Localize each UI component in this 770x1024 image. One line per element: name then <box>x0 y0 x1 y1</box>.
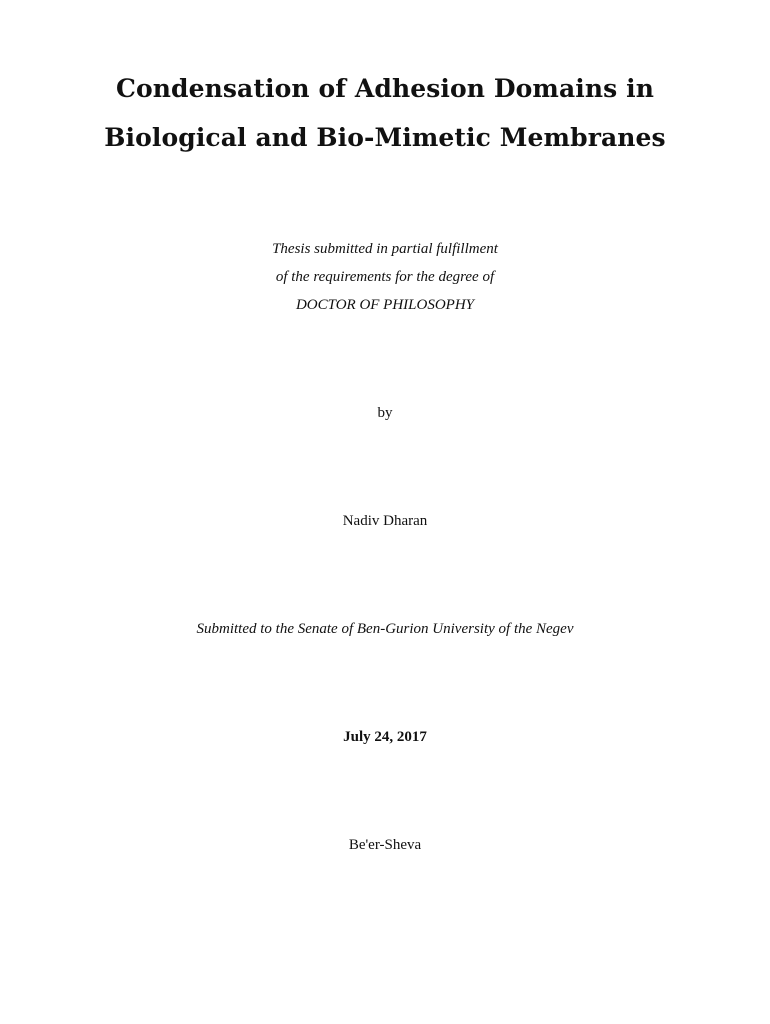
degree-name: DOCTOR OF PHILOSOPHY <box>295 297 475 313</box>
location: Be'er-Sheva <box>348 837 422 853</box>
thesis-statement-line-2: of the requirements for the degree of <box>275 269 495 285</box>
submission-date: July 24, 2017 <box>343 729 427 745</box>
author-name: Nadiv Dharan <box>342 513 428 529</box>
thesis-title-line-2: Biological and Bio-Mimetic Membranes <box>104 123 666 152</box>
thesis-statement-line-1: Thesis submitted in partial fulfillment <box>272 241 498 257</box>
submission-statement: Submitted to the Senate of Ben-Gurion University of the Negev <box>196 621 574 637</box>
by-label: by <box>377 405 393 421</box>
thesis-title-line-1: Condensation of Adhesion Domains in <box>115 74 655 103</box>
